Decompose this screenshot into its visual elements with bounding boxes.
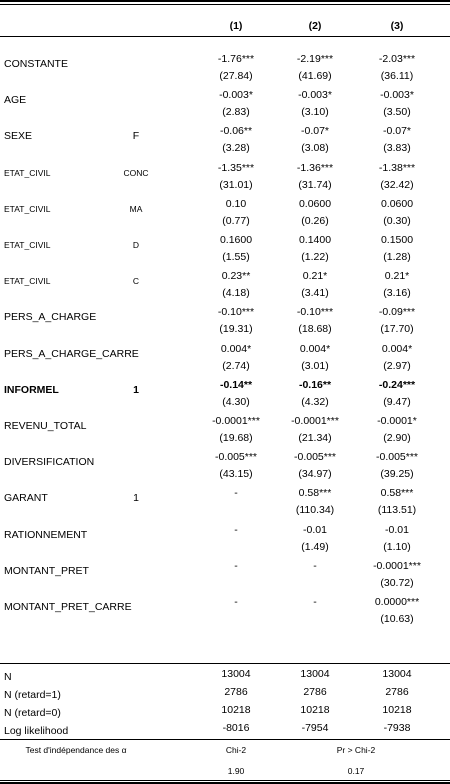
coefficient: -1.35*** <box>217 161 255 174</box>
t-statistic: (31.01) <box>219 178 253 191</box>
t-statistic: (3.01) <box>301 359 329 372</box>
t-statistic: (2.90) <box>383 432 411 444</box>
t-statistic: (3.16) <box>383 287 411 300</box>
bottom-rule <box>0 780 450 781</box>
t-statistic: (17.70) <box>380 323 414 336</box>
t-statistic: (10.63) <box>380 613 414 625</box>
coefficient: -1.38*** <box>378 161 416 174</box>
row-label: MONTANT_PRET <box>4 564 89 577</box>
coefficient: -0.09*** <box>378 306 416 319</box>
coefficient: -0.005*** <box>293 451 337 464</box>
coefficient: -2.03*** <box>378 53 416 65</box>
summary-label: N (retard=1) <box>4 689 61 701</box>
coefficient: -1.36*** <box>296 161 334 174</box>
header-rule <box>0 36 450 37</box>
row-level: CONC <box>123 167 149 178</box>
t-statistic: (18.68) <box>298 323 332 336</box>
coefficient: 0.004* <box>220 342 252 355</box>
coefficient: -0.0001*** <box>212 415 260 427</box>
t-statistic: (1.22) <box>301 251 329 263</box>
coefficient: 0.21* <box>384 270 410 283</box>
t-statistic: (4.30) <box>222 395 250 408</box>
row-level: MA <box>129 203 143 214</box>
coefficient: -0.0001*** <box>291 415 339 427</box>
t-statistic: (3.41) <box>301 287 329 300</box>
coefficient: 0.1400 <box>298 234 332 246</box>
coefficient: -0.16** <box>298 378 332 391</box>
summary-label: N (retard=0) <box>4 707 61 719</box>
t-statistic: (3.50) <box>383 106 411 119</box>
row-label: GARANT <box>4 492 48 505</box>
coefficient: -0.07* <box>300 125 330 138</box>
summary-value: -8016 <box>222 722 250 734</box>
coefficient: - <box>234 596 238 608</box>
summary-value: 2786 <box>303 686 327 698</box>
summary-value: 2786 <box>224 686 248 698</box>
row-level: C <box>132 276 140 287</box>
t-statistic: (39.25) <box>380 468 414 481</box>
coefficient: -2.19*** <box>296 53 334 65</box>
t-statistic: (1.55) <box>222 251 250 263</box>
coefficient: -0.01 <box>385 523 409 536</box>
coefficient: -0.06** <box>219 125 253 138</box>
summary-value: 10218 <box>382 704 412 716</box>
row-label: ETAT_CIVIL <box>4 203 51 214</box>
t-statistic: (2.97) <box>383 359 411 372</box>
row-label: DIVERSIFICATION <box>4 456 95 469</box>
t-statistic: (41.69) <box>298 70 332 82</box>
t-statistic: (9.47) <box>383 395 411 408</box>
t-statistic: (1.49) <box>301 540 329 553</box>
coefficient: -0.14** <box>219 378 253 391</box>
t-statistic: (3.28) <box>222 142 250 155</box>
test-value-pvalue: 0.17 <box>347 766 365 776</box>
row-label: REVENU_TOTAL <box>4 420 87 432</box>
row-label: MONTANT_PRET_CARRE <box>4 601 132 613</box>
coefficient: -0.24*** <box>378 378 416 391</box>
t-statistic: (30.72) <box>380 576 414 589</box>
coefficient: 0.0000*** <box>374 596 420 608</box>
column-header: (2) <box>308 20 322 32</box>
row-label: PERS_A_CHARGE_CARRE <box>4 347 139 360</box>
column-header: (3) <box>390 20 404 32</box>
test-header-pvalue: Pr > Chi-2 <box>336 745 376 755</box>
row-label: ETAT_CIVIL <box>4 167 51 178</box>
t-statistic: (1.10) <box>383 540 411 553</box>
t-statistic: (36.11) <box>380 70 414 82</box>
coefficient: -0.005*** <box>214 451 258 464</box>
t-statistic: (4.18) <box>222 287 250 300</box>
row-level: 1 <box>133 492 139 505</box>
row-label: PERS_A_CHARGE <box>4 311 97 324</box>
row-label: ETAT_CIVIL <box>4 276 51 287</box>
test-rule <box>0 739 450 740</box>
test-value-chi2: 1.90 <box>227 766 245 776</box>
summary-value: 13004 <box>382 668 412 680</box>
top-rule <box>0 0 450 2</box>
t-statistic: (110.34) <box>295 504 335 517</box>
coefficient: -0.0001*** <box>373 559 421 572</box>
t-statistic: (43.15) <box>219 468 253 481</box>
coefficient: -0.003* <box>298 89 332 102</box>
summary-value: 10218 <box>221 704 251 716</box>
test-label: Test d'indépendance des α <box>25 745 127 755</box>
t-statistic: (19.68) <box>219 432 253 444</box>
coefficient: 0.004* <box>381 342 413 355</box>
coefficient: - <box>313 596 317 608</box>
coefficient: - <box>234 523 238 536</box>
summary-label: Log likelihood <box>4 725 69 737</box>
summary-value: 2786 <box>385 686 409 698</box>
coefficient: 0.0600 <box>380 197 414 210</box>
coefficient: 0.1600 <box>219 234 253 246</box>
coefficient: 0.1500 <box>380 234 414 246</box>
t-statistic: (0.26) <box>301 214 329 227</box>
coefficient: -0.01 <box>303 523 327 536</box>
row-label: CONSTANTE <box>4 58 68 70</box>
t-statistic: (3.08) <box>301 142 329 155</box>
t-statistic: (113.51) <box>377 504 417 517</box>
row-label: SEXE <box>4 130 33 143</box>
t-statistic: (34.97) <box>298 468 332 481</box>
row-label: INFORMEL <box>4 383 59 396</box>
summary-value: -7954 <box>301 722 329 734</box>
t-statistic: (2.74) <box>222 359 250 372</box>
t-statistic: (32.42) <box>380 178 414 191</box>
coefficient: 0.0600 <box>298 197 332 210</box>
top-rule-thin <box>0 4 450 5</box>
t-statistic: (31.74) <box>298 178 332 191</box>
row-level: F <box>132 130 140 143</box>
t-statistic: (0.30) <box>383 214 411 227</box>
coefficient: -0.0001* <box>377 415 417 427</box>
t-statistic: (27.84) <box>219 70 253 82</box>
row-label: ETAT_CIVIL <box>4 240 51 250</box>
row-label: RATIONNEMENT <box>4 528 88 541</box>
t-statistic: (4.32) <box>301 395 329 408</box>
coefficient: 0.10 <box>225 197 247 210</box>
t-statistic: (21.34) <box>298 432 332 444</box>
coefficient: -1.76*** <box>217 53 255 65</box>
summary-value: 10218 <box>300 704 330 716</box>
coefficient: 0.58*** <box>380 487 414 500</box>
summary-value: -7938 <box>383 722 411 734</box>
coefficient: - <box>234 487 238 500</box>
coefficient: 0.58*** <box>298 487 332 500</box>
row-label: AGE <box>4 94 27 107</box>
coefficient: - <box>313 559 317 572</box>
coefficient: -0.10*** <box>217 306 255 319</box>
coefficient: 0.23** <box>221 270 251 283</box>
coefficient: -0.003* <box>380 89 414 102</box>
t-statistic: (0.77) <box>222 214 250 227</box>
row-level: 1 <box>133 383 139 396</box>
t-statistic: (19.31) <box>219 323 253 336</box>
column-header: (1) <box>229 20 243 32</box>
t-statistic: (3.83) <box>383 142 411 155</box>
coefficient: 0.21* <box>302 270 328 283</box>
coefficient: -0.005*** <box>375 451 419 464</box>
row-level: D <box>132 240 140 250</box>
t-statistic: (3.10) <box>301 106 329 119</box>
coefficient: -0.07* <box>382 125 412 138</box>
coefficient: -0.10*** <box>296 306 334 319</box>
summary-rule <box>0 663 450 664</box>
summary-value: 13004 <box>300 668 330 680</box>
coefficient: -0.003* <box>219 89 253 102</box>
coefficient: 0.004* <box>299 342 331 355</box>
t-statistic: (2.83) <box>222 106 250 119</box>
summary-value: 13004 <box>221 668 251 680</box>
coefficient: - <box>234 559 238 572</box>
summary-label: N <box>4 671 12 683</box>
t-statistic: (1.28) <box>383 251 411 263</box>
test-header-chi2: Chi-2 <box>225 745 247 755</box>
